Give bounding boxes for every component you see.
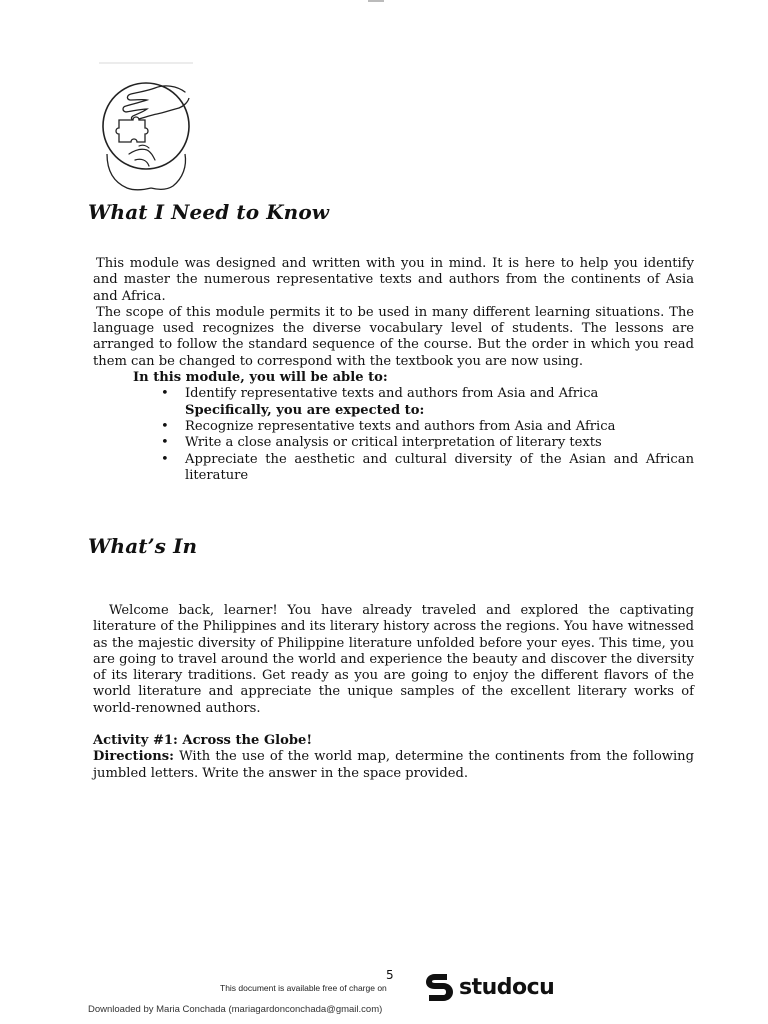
list-item — [161, 386, 694, 402]
what-i-need-to-know-body — [93, 256, 694, 484]
bullet-glyph: • — [161, 451, 169, 467]
welcome-paragraph: Welcome back, learner! You have already traveled and explored the captivating literature of the Philippines and its literary history across the regions. You have witnessed as the majestic diversity of Philippine literature unfolded before your eyes. This time, you are going to travel around the world and experience the beauty and discover the diversity of its literary traditions. Get ready as you are going to enjoy the different flavors of the world literature and appreciate the unique samples of the excellent literary works of world-renowned authors. — [93, 603, 694, 716]
objectives-list — [93, 386, 694, 402]
list-item — [161, 419, 694, 435]
bullet-glyph: • — [161, 435, 169, 451]
top-page-mark — [368, 0, 384, 2]
specific-objectives-list — [93, 419, 694, 484]
objective-main: Identify representative texts and authors from Asia and Africa — [185, 386, 599, 402]
page-number: 5 — [386, 968, 394, 982]
directions-paragraph — [93, 749, 694, 782]
whats-in-heading: What’s In — [88, 534, 198, 558]
directions-label: Directions: — [93, 749, 175, 765]
specific-item: Recognize representative texts and authors from Asia and Africa — [185, 418, 616, 434]
free-notice: This document is available free of charge on — [220, 983, 387, 993]
what-i-need-to-know-heading: What I Need to Know — [88, 200, 330, 224]
list-item — [161, 452, 694, 485]
list-item — [161, 435, 694, 451]
directions-text: With the use of the world map, determine the continents from the following jumbled letters. Write the answer in the space provided. — [93, 749, 694, 781]
bullet-glyph: • — [161, 386, 169, 402]
specific-title: Specifically, you are expected to: — [185, 402, 425, 418]
studocu-logo[interactable] — [425, 970, 554, 1004]
intro-paragraph: This module was designed and written with you in mind. It is here to help you identify and master the numerous representative texts and authors from the continents of Asia and Africa. — [93, 256, 694, 304]
studocu-wordmark: studocu — [459, 974, 555, 1000]
scope-paragraph: The scope of this module permits it to be used in many different learning situations. The language used recognizes the diverse vocabulary level of students. The lessons are arranged to follow the standard sequence of the course. But the order in which you read them can be changed to correspond with the textbook you are now using. — [93, 304, 694, 369]
studocu-logo-icon — [425, 971, 455, 1003]
bullet-glyph: • — [161, 418, 169, 434]
specific-item: Appreciate the aesthetic and cultural diversity of the Asian and African literature — [185, 451, 694, 483]
objectives-title: In this module, you will be able to: — [133, 370, 388, 386]
download-notice: Downloaded by Maria Conchada (mariagardonconchada@gmail.com) — [88, 1004, 383, 1015]
whats-in-body — [93, 603, 694, 717]
activity-title: Activity #1: Across the Globe! — [93, 733, 313, 748]
activity-block — [93, 733, 694, 782]
hands-puzzle-icon — [99, 62, 195, 198]
specific-item: Write a close analysis or critical interpretation of literary texts — [185, 435, 602, 451]
